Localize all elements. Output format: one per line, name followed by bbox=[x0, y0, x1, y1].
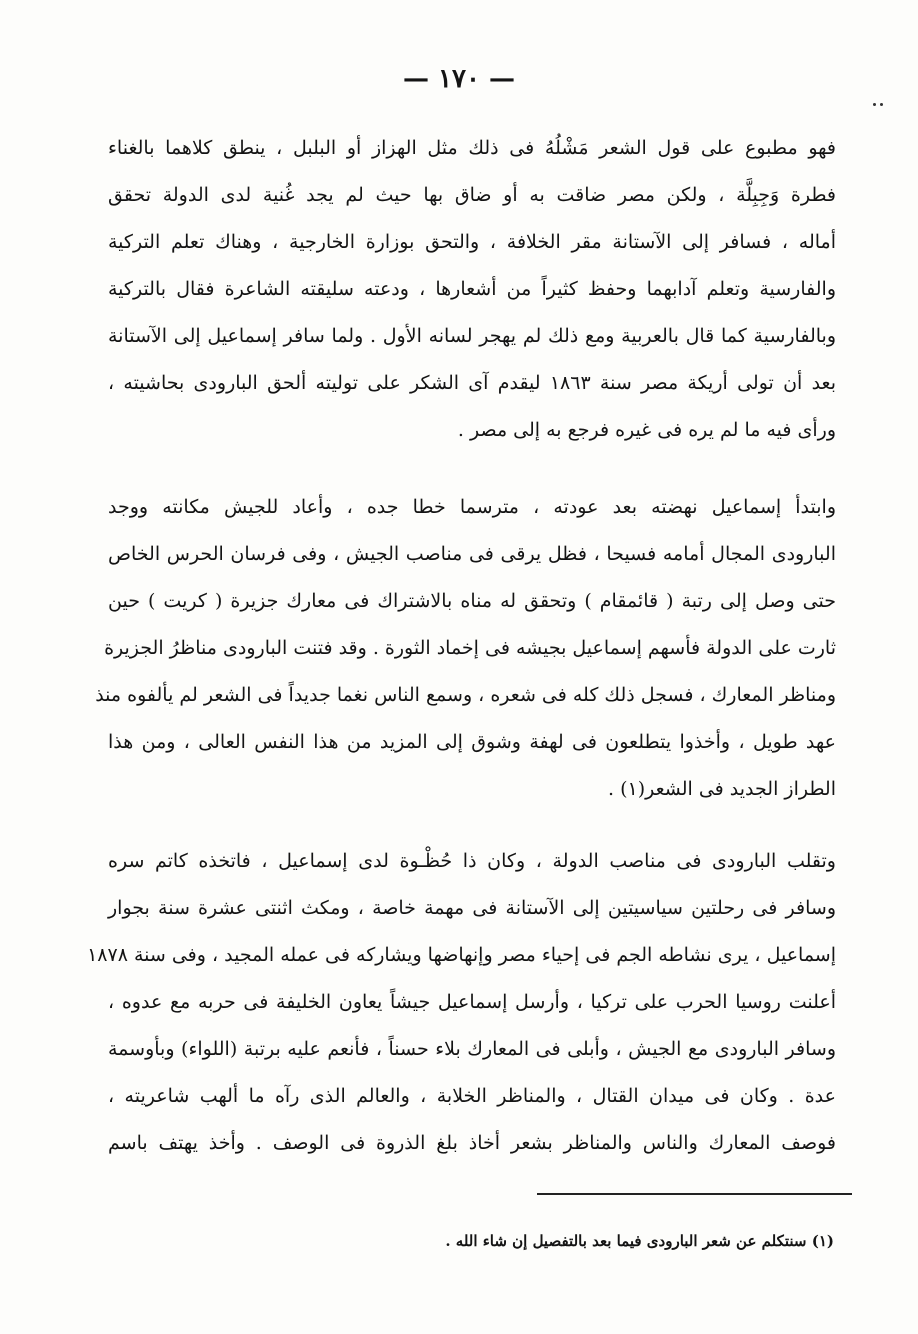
text-line: عدة . وكان فى ميدان القتال ، والمناظر الخلابة ، والعالم الذى رآه ما ألهب شاعريته ، bbox=[108, 1085, 836, 1107]
text-line: فوصف المعارك والناس والمناظر بشعر أخاذ بلغ الذروة فى الوصف . وأخذ يهتف باسم bbox=[108, 1132, 836, 1154]
text-line: عهد طويل ، وأخذوا يتطلعون فى لهفة وشوق إلى المزيد من هذا النفس العالى ، ومن هذا bbox=[108, 731, 836, 753]
text-line: حتى وصل إلى رتبة ( قائمقام ) وتحقق له مناه بالاشتراك فى معارك جزيرة ( كريت ) حين bbox=[108, 590, 836, 612]
paragraph-3 bbox=[87, 838, 836, 1167]
text-line: فطرة وَجِبِلَّة ، ولكن مصر ضاقت به أو ضاق بها حيث لم يجد غُنية لدى الدولة تحقق bbox=[108, 184, 836, 206]
text-line: وسافر البارودى مع الجيش ، وأبلى فى المعارك بلاء حسناً ، فأنعم عليه برتبة (اللواء) وبأوسمة bbox=[108, 1038, 836, 1060]
text-line: إسماعيل ، يرى نشاطه الجم فى إحياء مصر وإنهاضها ويشاركه فى عمله المجيد ، وفى سنة ١٨٧٨ bbox=[87, 944, 836, 966]
text-line: والفارسية وتعلم آدابهما وحفظ كثيراً من أشعارها ، ودعته سليقته الشاعرة فقال بالتركية bbox=[108, 278, 836, 300]
scan-speck bbox=[880, 103, 883, 106]
scan-speck bbox=[873, 103, 876, 106]
text-line: وبالفارسية كما قال بالعربية ومع ذلك لم يهجر لسانه الأول . ولما سافر إسماعيل إلى الآستانة bbox=[108, 325, 836, 347]
footnote: (١) سنتكلم عن شعر البارودى فيما بعد بالتفصيل إن شاء الله . bbox=[445, 1232, 834, 1250]
footnote-divider bbox=[537, 1193, 852, 1195]
text-line: ثارت على الدولة فأسهم إسماعيل بجيشه فى إخماد الثورة . وقد فتنت البارودى مناظرُ الجزيرة bbox=[104, 637, 836, 659]
text-line: أعلنت روسيا الحرب على تركيا ، وأرسل إسماعيل جيشاً يعاون الخليفة فى حربه مع عدوه ، bbox=[108, 991, 836, 1013]
paragraph-2 bbox=[95, 484, 836, 813]
text-line: وسافر فى رحلتين سياسيتين إلى الآستانة فى مهمة خاصة ، ومكث اثنتى عشرة سنة بجوار bbox=[108, 897, 836, 919]
text-line: البارودى المجال أمامه فسيحا ، فظل يرقى فى مناصب الجيش ، وفى فرسان الحرس الخاص bbox=[108, 543, 836, 565]
paragraph-1 bbox=[108, 125, 836, 454]
page-number: — ١٧٠ — bbox=[402, 64, 516, 94]
text-line: بعد أن تولى أريكة مصر سنة ١٨٦٣ ليقدم آى الشكر على توليته ألحق البارودى بحاشيته ، bbox=[108, 372, 836, 394]
text-line: وتقلب البارودى فى مناصب الدولة ، وكان ذا حُظْـوة لدى إسماعيل ، فاتخذه كاتم سره bbox=[108, 850, 836, 872]
text-line: وابتدأ إسماعيل نهضته بعد عودته ، مترسما خطا جده ، وأعاد للجيش مكانته ووجد bbox=[108, 496, 836, 518]
text-line: ومناظر المعارك ، فسجل ذلك كله فى شعره ، وسمع الناس نغما جديداً فى الشعر لم يألفوه منذ bbox=[95, 684, 836, 706]
text-line: الطراز الجديد فى الشعر(١) . bbox=[608, 778, 836, 800]
text-line: ورأى فيه ما لم يره فى غيره فرجع به إلى مصر . bbox=[457, 419, 836, 441]
text-line: أماله ، فسافر إلى الآستانة مقر الخلافة ، والتحق بوزارة الخارجية ، وهناك تعلم التركية bbox=[108, 231, 836, 253]
text-line: فهو مطبوع على قول الشعر مَشْلُهُ فى ذلك مثل الهزاز أو البلبل ، ينطق كلاهما بالغناء bbox=[108, 137, 836, 159]
